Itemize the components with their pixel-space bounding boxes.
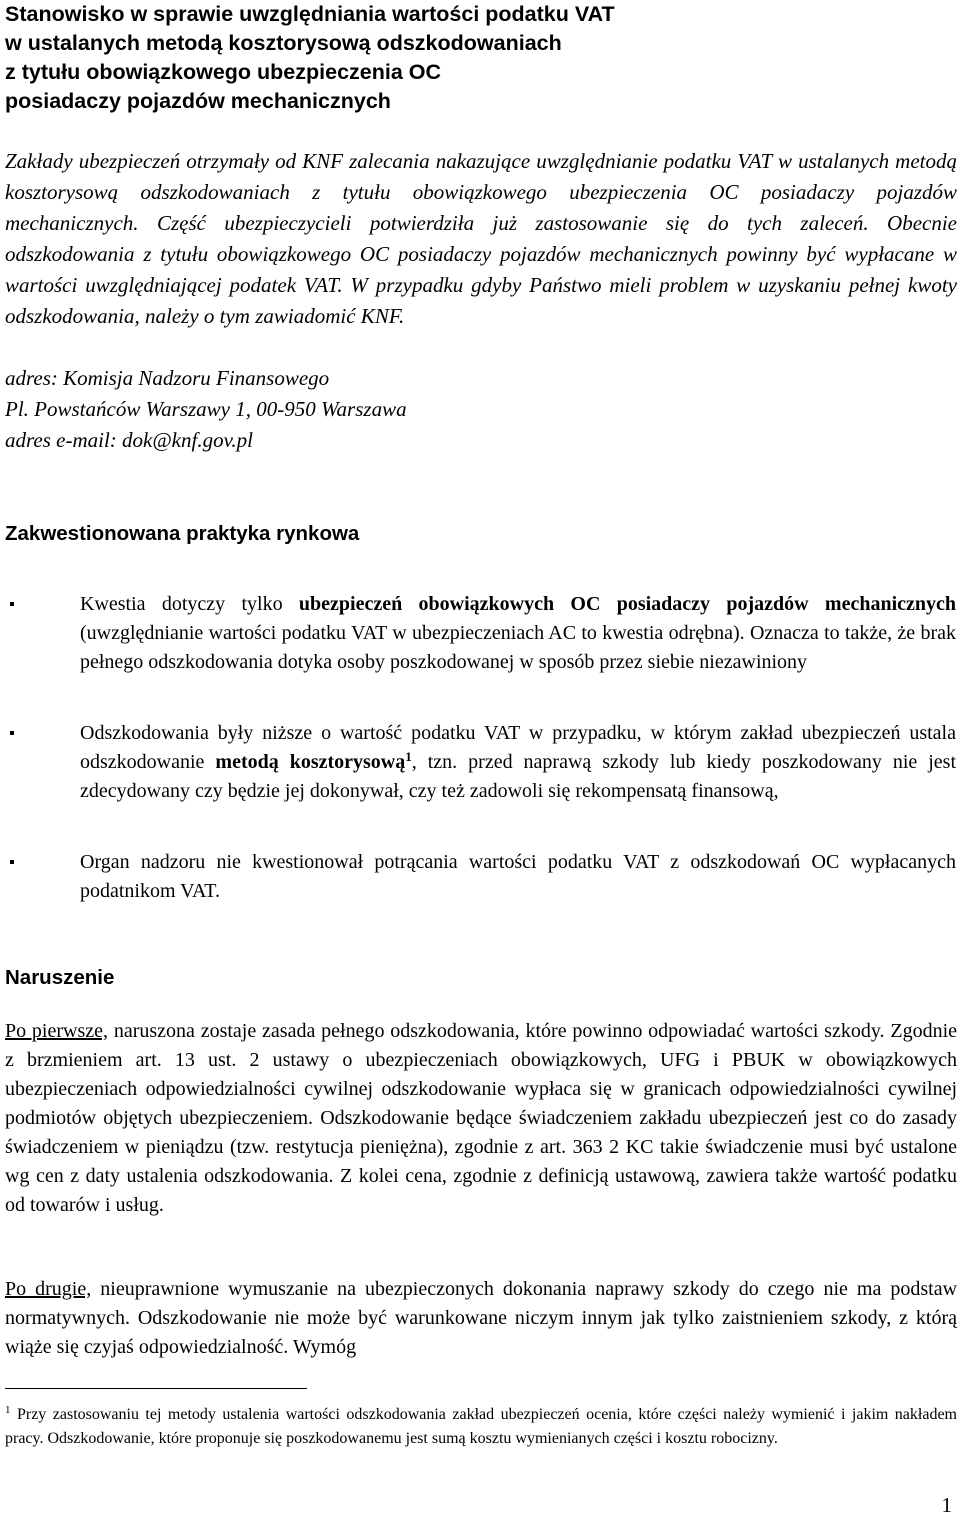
title-line: w ustalanych metodą kosztorysową odszkodowaniach bbox=[5, 31, 562, 55]
page-number: 1 bbox=[941, 1493, 952, 1517]
section-heading-violation: Naruszenie bbox=[5, 966, 115, 989]
email-line: adres e-mail: dok@knf.gov.pl bbox=[5, 428, 253, 452]
footnote: $^1$ Przy zastosowaniu tej metody ustalenia wartości odszkodowania zakład ubezpieczeń ocenia, które części należy wymienić i jakim nakładem pracy. Odszkodowanie, które proponuje się poszkodowanemu jest sumą kosztu wymienianych części i kosztu robocizny. bbox=[5, 1404, 957, 1447]
section-heading-practice: Zakwestionowana praktyka rynkowa bbox=[5, 522, 360, 545]
footnote-separator bbox=[5, 1388, 307, 1389]
bullet-icon bbox=[10, 731, 14, 735]
document-title bbox=[5, 0, 945, 116]
title-line: posiadaczy pojazdów mechanicznych bbox=[5, 89, 391, 113]
title-line: Stanowisko w sprawie uwzględniania wartości podatku VAT bbox=[5, 2, 615, 26]
intro-paragraph: Zakłady ubezpieczeń otrzymały od KNF zalecania nakazujące uwzględnianie podatku VAT w ustalanych metodą kosztorysową odszkodowaniach z tytułu obowiązkowego ubezpieczenia OC posiadaczy pojazdów mechanicznych. Część ubezpieczycieli potwierdziła już zastosowanie się do tych zaleceń. Obecnie odszkodowania z tytułu obowiązkowego OC posiadaczy pojazdów mechanicznych powinny być wypłacane w wartości uwzględniającej podatek VAT. W przypadku gdyby Państwo mieli problem w uzyskaniu pełnej kwoty odszkodowania, należy o tym zawiadomić KNF. bbox=[5, 149, 957, 328]
list-item: Organ nadzoru nie kwestionował potrącania wartości podatku VAT z odszkodowań OC wypłacanych podatnikom VAT. bbox=[80, 848, 956, 906]
list-item: Kwestia dotyczy tylko ubezpieczeń obowiązkowych OC posiadaczy pojazdów mechanicznych (uwzględnianie wartości podatku VAT w ubezpieczeniach AC to kwestia odrębna). Oznacza to także, że brak pełnego odszkodowania dotyka osoby poszkodowanej w sposób przez siebie niezawiniony bbox=[80, 590, 956, 677]
bullet-icon bbox=[10, 602, 14, 606]
title-line: z tytułu obowiązkowego ubezpieczenia OC bbox=[5, 60, 442, 84]
list-item: Odszkodowania były niższe o wartość podatku VAT w przypadku, w którym zakład ubezpieczeń ustala odszkodowanie metodą kosztorysową$^1$, tzn. przed naprawą szkody lub kiedy poszkodowany nie jest zdecydowany czy będzie jej dokonywał, czy też zadowoli się rekompensatą finansową, bbox=[80, 719, 956, 806]
bullet-icon bbox=[10, 860, 14, 864]
address-line: Pl. Powstańców Warszawy 1, 00-950 Warszawa bbox=[5, 397, 407, 421]
address-line: adres: Komisja Nadzoru Finansowego bbox=[5, 366, 330, 390]
footnote-reference[interactable]: 1 bbox=[405, 749, 412, 764]
violation-paragraph-1: Po pierwsze, naruszona zostaje zasada pełnego odszkodowania, które powinno odpowiadać wartości szkody. Zgodnie z brzmieniem art. 13 ust. 2 ustawy o ubezpieczeniach obowiązkowych, UFG i PBUK w obowiązkowych ubezpieczeniach odpowiedzialności cywilnej odszkodowanie wypłaca się w granicach odpowiedzialności cywilnej podmiotów objętych ubezpieczeniem. Odszkodowanie będące świadczeniem zakładu ubezpieczeń jest co do zasady świadczeniem w pieniądzu (tzw. restytucja pieniężna), zgodnie z art. 363 2 KC takie świadczenie musi być ustalone wg cen z daty ustalenia odszkodowania. Z kolei cena, zgodnie z definicją ustawową, zawiera także wartość podatku od towarów i usług. bbox=[5, 1020, 958, 1216]
violation-paragraph-2: Po drugie, nieuprawnione wymuszanie na ubezpieczonych dokonania naprawy szkody do czego nie ma podstaw normatywnych. Odszkodowanie nie może być warunkowane niczym innym jak tylko zaistnieniem szkody, z którą wiąże się czyjaś odpowiedzialność. Wymóg bbox=[5, 1278, 958, 1358]
